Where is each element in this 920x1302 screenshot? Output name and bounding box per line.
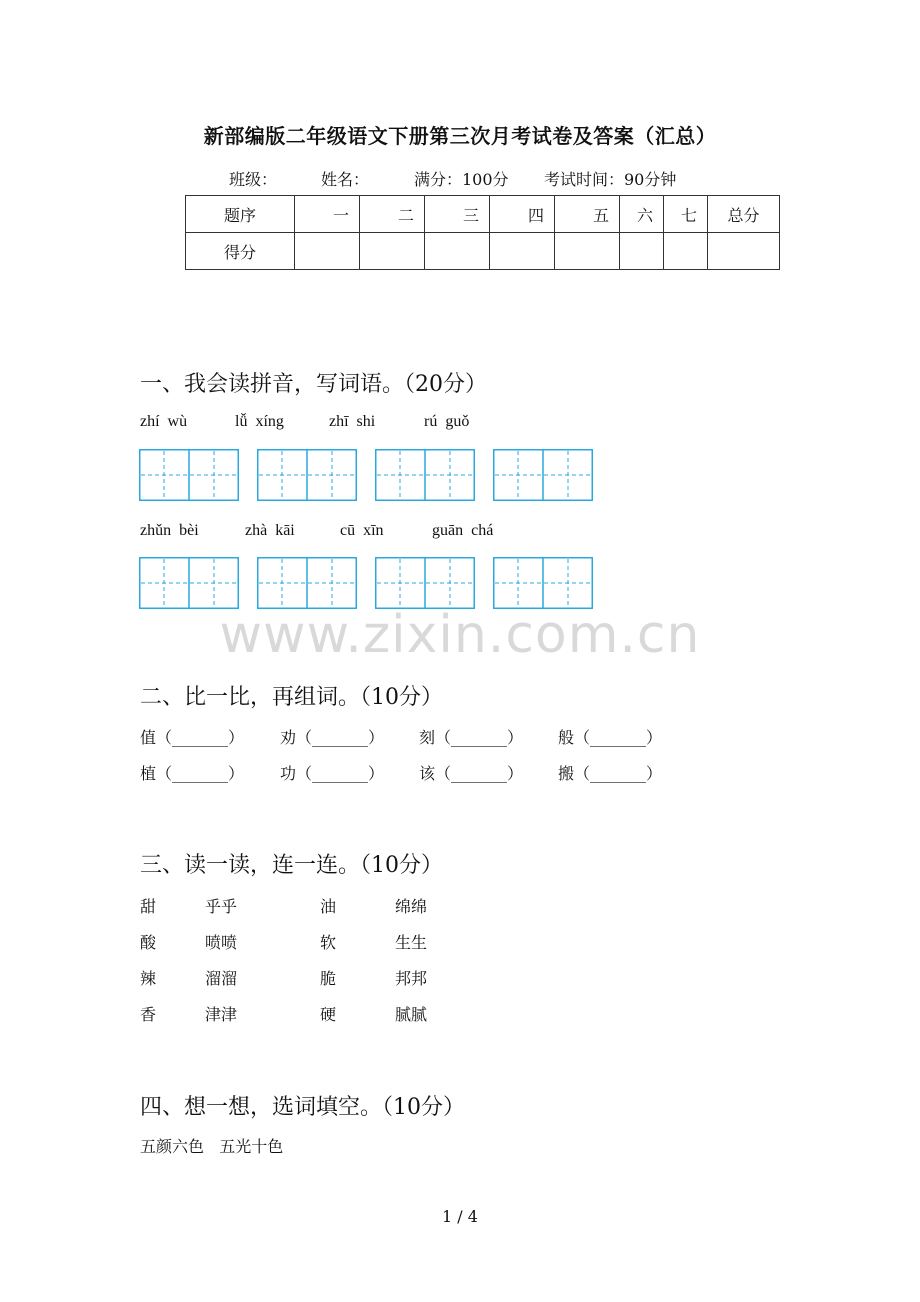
tianzige-box[interactable] — [375, 449, 475, 501]
match-char[interactable]: 酸 — [140, 933, 157, 952]
match-word[interactable]: 溜溜 — [205, 969, 238, 988]
match-char[interactable]: 硬 — [320, 1005, 337, 1024]
match-char[interactable]: 软 — [320, 933, 337, 952]
score-col-6: 六 — [620, 196, 664, 233]
pinyin-label: rú guǒ — [424, 413, 470, 430]
score-col-1: 一 — [295, 196, 360, 233]
match-word[interactable]: 邦邦 — [395, 969, 428, 988]
score-col-7: 七 — [664, 196, 708, 233]
score-table-header-label: 题序 — [186, 196, 295, 233]
tianzige-box[interactable] — [257, 449, 357, 501]
score-table-score-row — [186, 233, 780, 270]
page-number: 1 / 4 — [442, 1207, 478, 1226]
match-word[interactable]: 腻腻 — [395, 1005, 428, 1024]
full-score-label: 满分：100分 — [414, 170, 509, 189]
pinyin-label: zhí wù — [140, 413, 188, 430]
score-col-5: 五 — [555, 196, 620, 233]
score-cell — [490, 233, 555, 270]
score-cell — [425, 233, 490, 270]
pinyin-label: zhǔn bèi — [140, 522, 199, 539]
tianzige-box[interactable] — [257, 557, 357, 609]
match-word[interactable]: 津津 — [205, 1005, 238, 1024]
score-cell — [708, 233, 780, 270]
match-char[interactable]: 香 — [140, 1005, 157, 1024]
pinyin-label: lǚ xíng — [235, 413, 284, 430]
match-char[interactable]: 甜 — [140, 897, 157, 916]
score-cell — [295, 233, 360, 270]
score-cell — [360, 233, 425, 270]
pinyin-label: zhà kāi — [245, 522, 295, 539]
score-col-3: 三 — [425, 196, 490, 233]
match-word[interactable]: 生生 — [395, 933, 428, 952]
score-cell — [555, 233, 620, 270]
compare-word-blank[interactable]: 劝（_______） — [280, 728, 385, 747]
section3-heading: 三、读一读，连一连。（10分） — [140, 853, 443, 878]
tianzige-box[interactable] — [493, 557, 593, 609]
compare-word-blank[interactable]: 值（_______） — [140, 728, 245, 747]
match-word[interactable]: 乎乎 — [205, 897, 238, 916]
tianzige-box[interactable] — [139, 449, 239, 501]
score-table-header-row — [186, 196, 780, 233]
document-title: 新部编版二年级语文下册第三次月考试卷及答案（汇总） — [203, 124, 717, 148]
pinyin-label: zhī shi — [329, 413, 376, 430]
compare-word-blank[interactable]: 该（_______） — [419, 764, 524, 783]
tianzige-box[interactable] — [493, 449, 593, 501]
section2-heading: 二、比一比，再组词。（10分） — [140, 685, 443, 710]
compare-word-blank[interactable]: 功（_______） — [280, 764, 385, 783]
match-word[interactable]: 喷喷 — [205, 933, 238, 952]
exam-time-label: 考试时间：90分钟 — [544, 170, 677, 189]
pinyin-label: guān chá — [432, 522, 494, 539]
score-table — [185, 195, 780, 270]
score-col-4: 四 — [490, 196, 555, 233]
watermark: www.zixin.com.cn — [219, 605, 701, 665]
compare-word-blank[interactable]: 刻（_______） — [419, 728, 524, 747]
match-char[interactable]: 辣 — [140, 969, 157, 988]
match-word[interactable]: 绵绵 — [395, 897, 428, 916]
score-row-label: 得分 — [186, 233, 295, 270]
word-options: 五颜六色 五光十色 — [140, 1137, 284, 1156]
section4-heading: 四、想一想，选词填空。（10分） — [140, 1095, 465, 1120]
score-cell — [664, 233, 708, 270]
compare-word-blank[interactable]: 搬（_______） — [558, 764, 663, 783]
name-label: 姓名： — [321, 170, 370, 189]
match-char[interactable]: 油 — [320, 897, 337, 916]
tianzige-box[interactable] — [139, 557, 239, 609]
section1-heading: 一、我会读拼音，写词语。（20分） — [140, 372, 487, 397]
score-cell — [620, 233, 664, 270]
pinyin-label: cū xīn — [340, 522, 384, 539]
compare-word-blank[interactable]: 植（_______） — [140, 764, 245, 783]
score-total-label: 总分 — [708, 196, 780, 233]
score-col-2: 二 — [360, 196, 425, 233]
compare-word-blank[interactable]: 般（_______） — [558, 728, 663, 747]
class-label: 班级： — [229, 170, 278, 189]
tianzige-box[interactable] — [375, 557, 475, 609]
match-char[interactable]: 脆 — [320, 969, 337, 988]
